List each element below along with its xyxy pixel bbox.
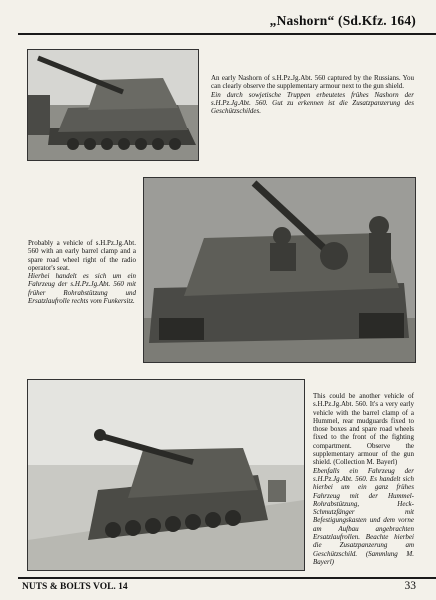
header-rule <box>18 33 436 35</box>
page-number: 33 <box>404 580 416 592</box>
footer-rule <box>18 577 436 579</box>
photo-nashorn-hummel-clamp-winter <box>27 379 305 571</box>
footer-series-title: NUTS & BOLTS VOL. 14 <box>22 582 128 592</box>
photo-2-image <box>144 178 415 362</box>
page-header-title: „Nashorn“ (Sd.Kfz. 164) <box>269 13 416 28</box>
caption-photo-2 <box>28 239 136 305</box>
caption-1-english: An early Nashorn of s.H.Pz.Jg.Abt. 560 captured by the Russians. You can clearly observe the supplementary armour next to the gun shield. <box>211 74 414 91</box>
caption-photo-1 <box>211 74 414 115</box>
caption-2-german: Hierbei handelt es sich um ein Fahrzeug der s.H.Pz.Jg.Abt. 560 mit früher Rohrabstützung und Ersatzlaufrolle rechts vom Funkersitz. <box>28 272 136 306</box>
caption-2-english: Probably a vehicle of s.H.Pz.Jg.Abt. 560 with an early barrel clamp and a spare road wheel right of the radio operator's seat. <box>28 239 136 272</box>
caption-3-english: This could be another vehicle of s.H.Pz.Jg.Abt. 560. It's a very early vehicle with the barrel clamp of a Hummel, rear mudguards fixed to those boxes and spare road wheels fixed to the front of the fighting compartment. Observe the supplementary armour of the gun shield. (Collection M. Bayerl) <box>313 392 414 467</box>
photo-3-image <box>28 380 304 570</box>
photo-1-image <box>28 50 198 160</box>
caption-3-german: Ebenfalls ein Fahrzeug der s.H.Pz.Jg.Abt. 560. Es handelt sich hierbei um ein ganz frühes Fahrzeug mit der Hummel-Rohrabstützung, Heck-Schmutzfänger mit Befestigungskasten und dem vorne am Aufbau angebrachten Ersatzlaufrollen. Beachte hierbei die Zusatzpanzerung am Geschützschild. (Sammlung M. Bayerl) <box>313 466 414 566</box>
photo-nashorn-barrel-clamp-crew <box>143 177 416 363</box>
photo-nashorn-captured-russians <box>27 49 199 161</box>
caption-photo-3 <box>313 392 414 566</box>
caption-1-german: Ein durch sowjetische Truppen erbeutetes frühes Nashorn der s.H.Pz.Jg.Abt. 560. Gut zu erkennen ist die Zusatzpanzerung des Geschützschildes. <box>211 90 414 116</box>
